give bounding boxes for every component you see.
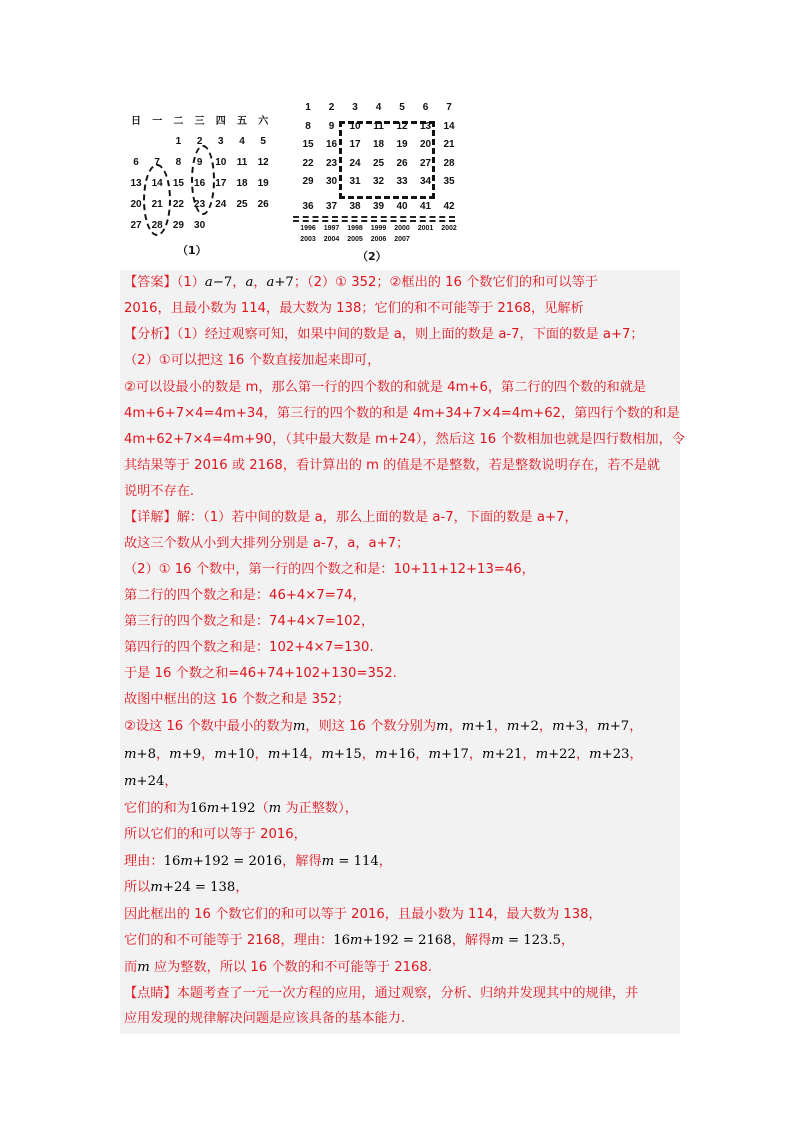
calendar-figure-1 [125,112,285,262]
answer-text: 【详解】解：（1）若中间的数是 a，那么上面的数是 a-7，下面的数是 a+7， [124,510,578,525]
math-expression: +7 [274,275,294,290]
answer-text: ， [493,719,507,734]
double-rule-top [293,216,455,218]
calendar-day: 28 [151,220,163,231]
answer-text: 应用发现的规律解决问题是应该具备的基本能力. [124,1011,406,1026]
grid-number: 11 [373,120,384,132]
calendar-day: 24 [215,199,227,210]
answer-line [124,985,638,1003]
answer-text: 它们的和为 [124,801,190,816]
answer-line [124,800,358,818]
math-variable: m [321,854,335,869]
grid-number: 3 [352,102,358,113]
answer-line [124,691,350,709]
year-label: 2004 [323,236,340,243]
year-label: 1996 [300,225,316,232]
answer-text: ， [164,774,178,789]
grid-number: 18 [372,139,385,150]
grid-number: 31 [349,176,361,187]
dashed-oval-left [143,164,171,236]
grid-number: 37 [325,200,338,212]
answer-text: ， [201,747,215,762]
grid-number: 35 [443,176,455,187]
answer-text: ， [415,747,429,762]
answer-text: ， [522,747,536,762]
grid-number: 40 [396,200,408,212]
answer-text: 说明不存在. [124,484,195,499]
calendar-day: 15 [172,178,184,189]
math-expression: +23 [601,747,630,762]
answer-line [124,535,409,553]
answer-text: 于是 16 个数之和=46+74+102+130=352. [124,666,397,681]
calendar-day: 17 [215,178,227,189]
answer-line [124,352,380,370]
answer-text: 4m+62+7×4=4m+90，（其中最大数是 m+24），然后这 16 个数相加也就是四行数相加，令 [124,432,685,447]
weekday-header: 日 [131,116,141,127]
grid-number: 7 [446,102,452,113]
weekday-header: 三 [194,116,205,127]
year-label: 2005 [347,236,363,243]
answer-text: （ [255,801,269,816]
calendar-day: 9 [196,157,203,168]
grid-number: 36 [302,200,314,212]
dashed-oval-right [191,145,215,215]
grid-number: 42 [443,200,455,212]
math-variable: m [214,747,227,762]
answer-line [124,906,602,924]
answer-text: 而 [124,960,138,975]
answer-line [124,639,374,657]
calendar-day: 8 [175,157,182,168]
math-expression: = 123.5 [503,933,561,948]
answer-text: 2016，且最小数为 114，最大数为 138；它们的和不可能等于 2168，见解析 [124,301,584,316]
math-expression: +24 [136,774,165,789]
math-variable: m [597,719,610,734]
math-variable: m [589,747,602,762]
grid-number: 10 [349,120,361,132]
math-expression: 16 [333,933,350,948]
year-label: 2007 [394,236,410,243]
answer-line [124,405,680,423]
answer-text: ， [254,747,268,762]
calendar-day: 21 [151,199,163,210]
weekday-header: 五 [237,116,247,127]
math-variable: m [124,774,137,789]
math-expression: +192 = 2168 [362,933,452,948]
answer-line [124,300,584,318]
answer-text: ， [378,854,392,869]
grid-number: 26 [396,157,408,169]
answer-line [124,665,397,683]
grid-number: 38 [349,200,361,212]
weekday-header: 六 [258,116,269,127]
answer-line [124,718,642,736]
math-expression: +7 [609,719,630,734]
answer-text: 其结果等于 2016 或 2168，看计算出的 m 的值是不是整数，若是整数说明存在，若不是就 [124,458,661,473]
calendar-day: 26 [257,199,269,210]
calendar-day: 29 [172,220,184,231]
grid-number: 8 [305,120,311,132]
answer-line [124,773,178,791]
answer-text: ，解得 [451,933,492,948]
year-label: 1999 [370,225,387,232]
figure-caption: （1） [177,244,207,257]
calendar-day: 6 [133,157,139,168]
answer-line [124,613,374,631]
grid-number: 32 [372,176,385,187]
weekday-header: 四 [215,116,226,127]
year-label: 2003 [300,236,316,243]
answer-text: 【点睛】本题考查了一元一次方程的应用，通过观察，分析、归纳并发现其中的规律，并 [124,986,639,1001]
answer-text: ， [468,747,483,762]
grid-number: 20 [419,139,432,150]
calendar-day: 7 [154,157,160,168]
math-expression: +3 [564,719,585,734]
math-variable: m [137,960,150,975]
answer-text: 所以 [124,880,151,895]
year-label: 2000 [394,225,410,232]
math-expression: 16 [163,854,181,869]
calendar-day: 22 [172,199,184,210]
calendar-day: 4 [239,136,245,147]
answer-line [124,326,644,344]
answer-line [124,379,646,397]
grid-number: 29 [302,176,314,187]
answer-text: ， [232,275,246,290]
answer-line [124,1010,405,1028]
answer-line [124,746,643,764]
math-variable: m [150,880,163,895]
answer-text: ②设这 16 个数中最小的数为 [124,719,293,734]
grid-number: 41 [419,200,432,212]
math-expression: +192 [219,801,256,816]
answer-line [124,853,392,871]
answer-text: ， [629,719,643,734]
answer-line [124,587,366,605]
answer-line [124,879,249,897]
calendar-day: 5 [260,136,266,147]
math-expression: +16 [387,747,416,762]
math-variable: a [245,275,254,290]
answer-text: 【分析】（1）经过观察可知，如果中间的数是 a，则上面的数是 a-7，下面的数是 a+7； [124,327,644,342]
calendar-day: 1 [175,136,182,147]
calendar-day: 20 [130,199,142,210]
math-variable: a [266,275,275,290]
answer-text: ， [448,719,462,734]
answer-text: ， [253,275,267,290]
answer-block [120,270,685,1034]
grid-number: 17 [349,139,361,150]
year-label: 2001 [417,225,434,232]
answer-text: 为正整数）， [281,801,358,816]
grid-number: 21 [443,139,455,150]
math-expression: +21 [494,747,523,762]
math-variable: m [267,747,281,762]
answer-text: 理由： [124,854,164,869]
calendar-day: 3 [218,136,224,147]
calendar-figure-2 [293,97,463,262]
calendar-day: 30 [194,220,206,231]
calendar-day: 2 [196,136,203,147]
math-variable: m [374,747,388,762]
answer-text: （2）①可以把这 16 个数直接加起来即可， [124,353,381,368]
math-variable: m [268,801,282,816]
answer-text: 它们的和不可能等于 2168，理由： [124,933,334,948]
grid-number: 19 [396,139,408,150]
answer-text: ，则这 16 个数分别为 [305,719,437,734]
grid-number: 16 [325,139,338,150]
answer-line [124,826,307,844]
year-label: 1997 [323,225,340,232]
answer-text: ， [560,933,575,948]
answer-line [124,431,685,449]
answer-text: 第二行的四个数之和是：46+4×7=74， [124,588,366,603]
calendar-day: 10 [215,157,227,168]
calendar-day: 14 [151,178,163,189]
math-variable: m [321,747,334,762]
answer-line [124,959,432,977]
math-expression: +22 [548,747,576,762]
calendar-day: 11 [236,157,248,168]
answer-text: 故图中框出的这 16 个数之和是 352； [124,692,350,707]
answer-line [124,483,194,501]
dashed-selection-box [339,121,435,199]
grid-number: 27 [419,157,432,169]
grid-number: 25 [372,157,385,169]
math-variable: m [206,801,220,816]
answer-text: ， [308,747,322,762]
grid-number: 1 [305,102,311,113]
math-expression: −7 [212,275,233,290]
year-label: 2002 [441,225,457,232]
calendar-day: 23 [194,199,206,210]
math-variable: m [124,747,137,762]
double-rule-bottom [293,220,455,222]
answer-text: 第四行的四个数之和是：102+4×7=130. [124,640,374,655]
math-expression: +10 [226,747,255,762]
grid-number: 12 [396,120,408,132]
answer-text: ；（2）① 352；②框出的 16 个数它们的和可以等于 [293,275,598,290]
grid-number: 9 [328,120,335,132]
grid-number: 13 [419,120,432,132]
math-variable: m [482,747,495,762]
answer-text: 应为整数，所以 16 个数的和不可能等于 2168. [149,960,433,975]
math-variable: m [506,719,520,734]
answer-line [124,509,578,527]
answer-text: ， [235,880,249,895]
grid-number: 14 [443,120,455,132]
answer-text: 4m+6+7×4=4m+34，第三行的四个数的和是 4m+34+7×4=4m+62，第四行个数的和是 [124,406,680,421]
answer-text: 第三行的四个数之和是：74+4×7=102， [124,614,375,629]
answer-text: ， [538,719,553,734]
answer-text: ， [629,747,643,762]
calendar-day: 19 [257,178,269,189]
answer-line [124,457,660,475]
answer-text: 【答案】（1） [124,275,205,290]
grid-number: 6 [422,102,429,113]
math-expression: +14 [280,747,309,762]
answer-text: 故这三个数从小到大排列分别是 a-7，a，a+7； [124,536,410,551]
calendar-day: 13 [130,178,142,189]
grid-number: 4 [375,102,382,113]
calendar-day: 18 [236,178,248,189]
math-expression: +15 [333,747,362,762]
year-label: 2006 [370,236,387,243]
math-variable: m [169,747,182,762]
answer-text: ， [575,747,590,762]
answer-text: ②可以设最小的数是 m，那么第一行的四个数的和就是 4m+6，第二行的四个数的和就是 [124,380,647,395]
math-variable: m [535,747,549,762]
math-variable: m [491,933,504,948]
answer-line [124,561,535,579]
math-expression: +1 [474,719,494,734]
grid-number: 33 [396,176,408,187]
math-variable: m [349,933,363,948]
calendar-day: 25 [236,199,248,210]
math-variable: m [461,719,475,734]
answer-text: ， [361,747,375,762]
math-variable: m [180,854,193,869]
grid-number: 30 [325,176,338,187]
math-variable: m [436,719,449,734]
calendar-day: 27 [130,220,142,231]
answer-text: ，解得 [282,854,322,869]
figure-caption: （2） [357,250,387,263]
answer-line [124,274,598,292]
math-expression: +9 [181,747,202,762]
answer-text: 因此框出的 16 个数它们的和可以等于 2016，且最小数为 114，最大数为 138， [124,907,602,922]
calendar-day: 16 [194,178,206,189]
math-variable: a [204,275,213,290]
math-variable: m [552,719,565,734]
grid-number: 34 [419,176,432,187]
grid-number: 39 [372,200,385,212]
calendar-day: 12 [257,157,269,168]
math-expression: +8 [136,747,156,762]
answer-line [124,932,574,950]
answer-text: ， [155,747,170,762]
grid-number: 5 [399,102,405,113]
math-variable: m [292,719,306,734]
weekday-header: 二 [173,116,184,127]
answer-text: 所以它们的和可以等于 2016， [124,827,307,842]
math-expression: = 114 [334,854,379,869]
grid-number: 28 [443,157,455,169]
math-expression: +192 = 2016 [192,854,283,869]
grid-number: 2 [328,102,335,113]
grid-number: 23 [325,157,338,169]
answer-text: ， [584,719,598,734]
answer-text: （2）① 16 个数中，第一行的四个数之和是：10+11+12+13=46， [124,562,535,577]
math-expression: +2 [519,719,539,734]
math-variable: m [428,747,442,762]
weekday-header: 一 [152,116,163,127]
grid-number: 22 [302,157,314,169]
math-expression: 16 [189,801,207,816]
year-label: 1998 [347,225,363,232]
grid-number: 24 [349,157,361,169]
math-expression: +24 = 138 [162,880,236,895]
math-expression: +17 [441,747,469,762]
grid-number: 15 [302,139,314,150]
